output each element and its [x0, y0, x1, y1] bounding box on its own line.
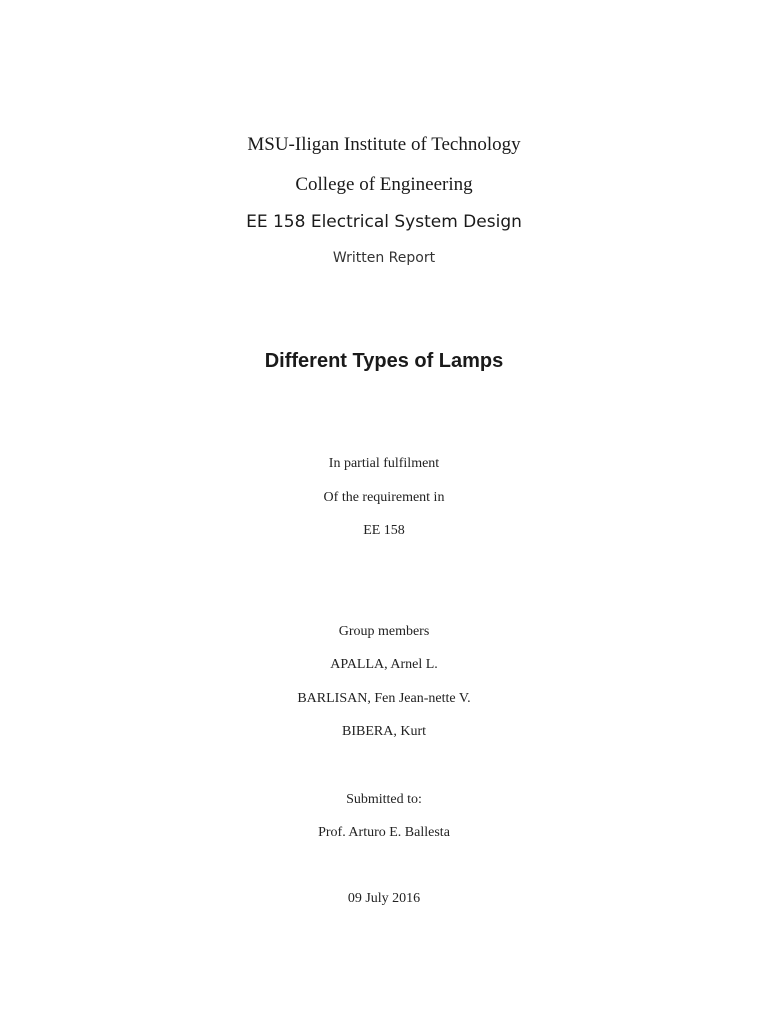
college-name: College of Engineering	[295, 174, 473, 195]
fulfilment-line-2: Of the requirement in	[323, 490, 445, 505]
group-members-heading: Group members	[338, 624, 430, 639]
professor-name: Prof. Arturo E. Ballesta	[318, 825, 450, 840]
fulfilment-course-code: EE 158	[363, 523, 405, 538]
fulfilment-line-1: In partial fulfilment	[328, 456, 440, 471]
group-member: BIBERA, Kurt	[342, 724, 426, 739]
group-member: APALLA, Arnel L.	[330, 657, 438, 672]
report-type: Written Report	[332, 250, 436, 266]
submission-date: 09 July 2016	[347, 891, 421, 906]
document-title: Different Types of Lamps	[264, 350, 504, 372]
group-member: BARLISAN, Fen Jean-nette V.	[297, 691, 471, 706]
submitted-to-label: Submitted to:	[346, 792, 422, 807]
course-title: EE 158 Electrical System Design	[246, 212, 522, 232]
institute-name: MSU-Iligan Institute of Technology	[247, 134, 521, 155]
